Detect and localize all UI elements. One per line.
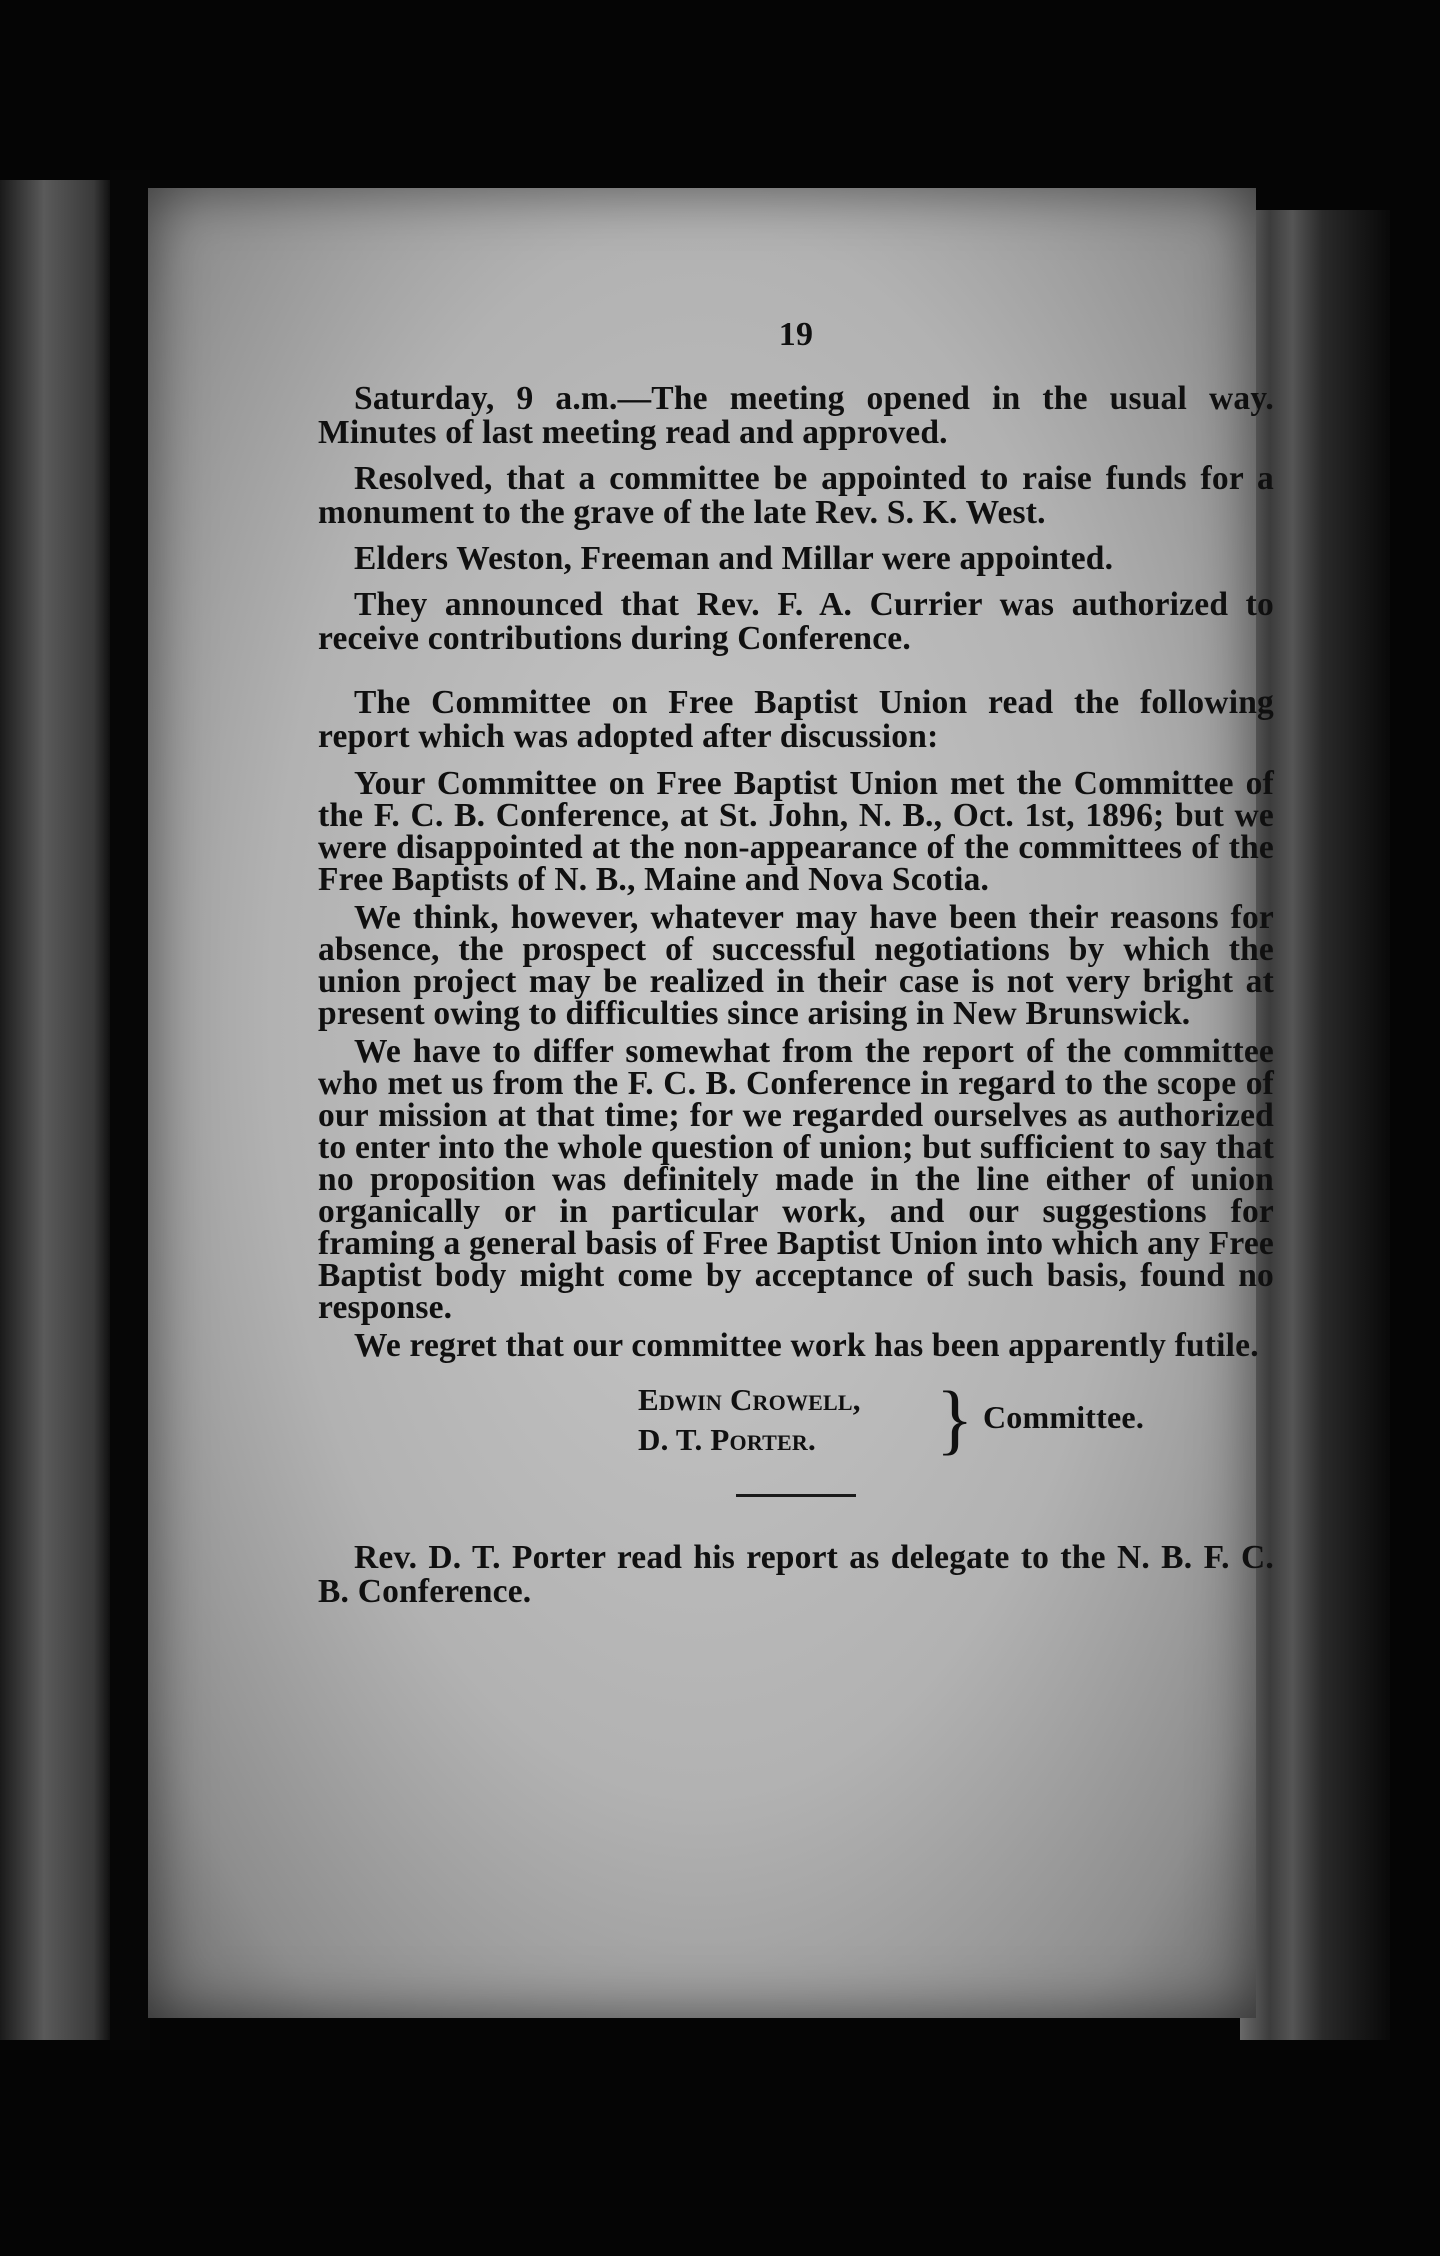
page-number: 19 bbox=[778, 316, 814, 353]
committee-report bbox=[318, 765, 1274, 1364]
signature-role: Committee. bbox=[983, 1399, 1145, 1435]
paragraph-currier: They announced that Rev. F. A. Currier was authorized to receive contributions during Conference. bbox=[318, 586, 1274, 657]
signature-brace: } bbox=[936, 1375, 974, 1462]
page-text bbox=[318, 318, 1274, 1609]
book-page bbox=[148, 188, 1274, 2018]
report-paragraph: We have to differ somewhat from the report of the committee who met us from the F. C. B. Conference in regard to the scope of our mission at that time; for we regarded ourselves as authorized to enter into the whole question of union; but sufficient to say that no proposition was definitely made in the line either of union organically or in particular work, and our suggestions for framing a general basis of Free Baptist Union into which any Free Baptist body might come by acceptance of such basis, found no response. bbox=[318, 1033, 1274, 1326]
report-paragraph: Your Committee on Free Baptist Union met the Committee of the F. C. B. Conference, at St. John, N. B., Oct. 1st, 1896; but we were disappointed at the non-appearance of the committees of the Free Baptists of N. B., Maine and Nova Scotia. bbox=[318, 765, 1274, 898]
report-paragraph: We regret that our committee work has been apparently futile. bbox=[354, 1327, 1259, 1364]
signatory-name: Edwin Crowell, bbox=[638, 1382, 861, 1417]
signatory-names bbox=[638, 1380, 938, 1460]
paragraph-elders: Elders Weston, Freeman and Millar were appointed. bbox=[354, 540, 1114, 577]
paragraph-committee-intro: The Committee on Free Baptist Union read the following report which was adopted after discussion: bbox=[318, 684, 1274, 755]
paragraph-resolved: Resolved, that a committee be appointed to raise funds for a monument to the grave of the late Rev. S. K. West. bbox=[318, 460, 1274, 531]
report-paragraph: We think, however, whatever may have been their reasons for absence, the prospect of successful negotiations by which the union project may be realized in their case is not very bright at present owing to difficulties since arising in New Brunswick. bbox=[318, 899, 1274, 1032]
signatory-name: D. T. Porter. bbox=[638, 1422, 816, 1457]
paragraph-porter-report: Rev. D. T. Porter read his report as delegate to the N. B. F. C. B. Conference. bbox=[318, 1539, 1274, 1610]
left-facing-page-edge bbox=[0, 180, 110, 2040]
book-gutter bbox=[110, 170, 150, 2050]
section-divider bbox=[736, 1494, 856, 1497]
paragraph-saturday: Saturday, 9 a.m.—The meeting opened in the usual way. Minutes of last meeting read and approved. bbox=[318, 380, 1274, 451]
committee-signature bbox=[318, 1375, 1274, 1466]
